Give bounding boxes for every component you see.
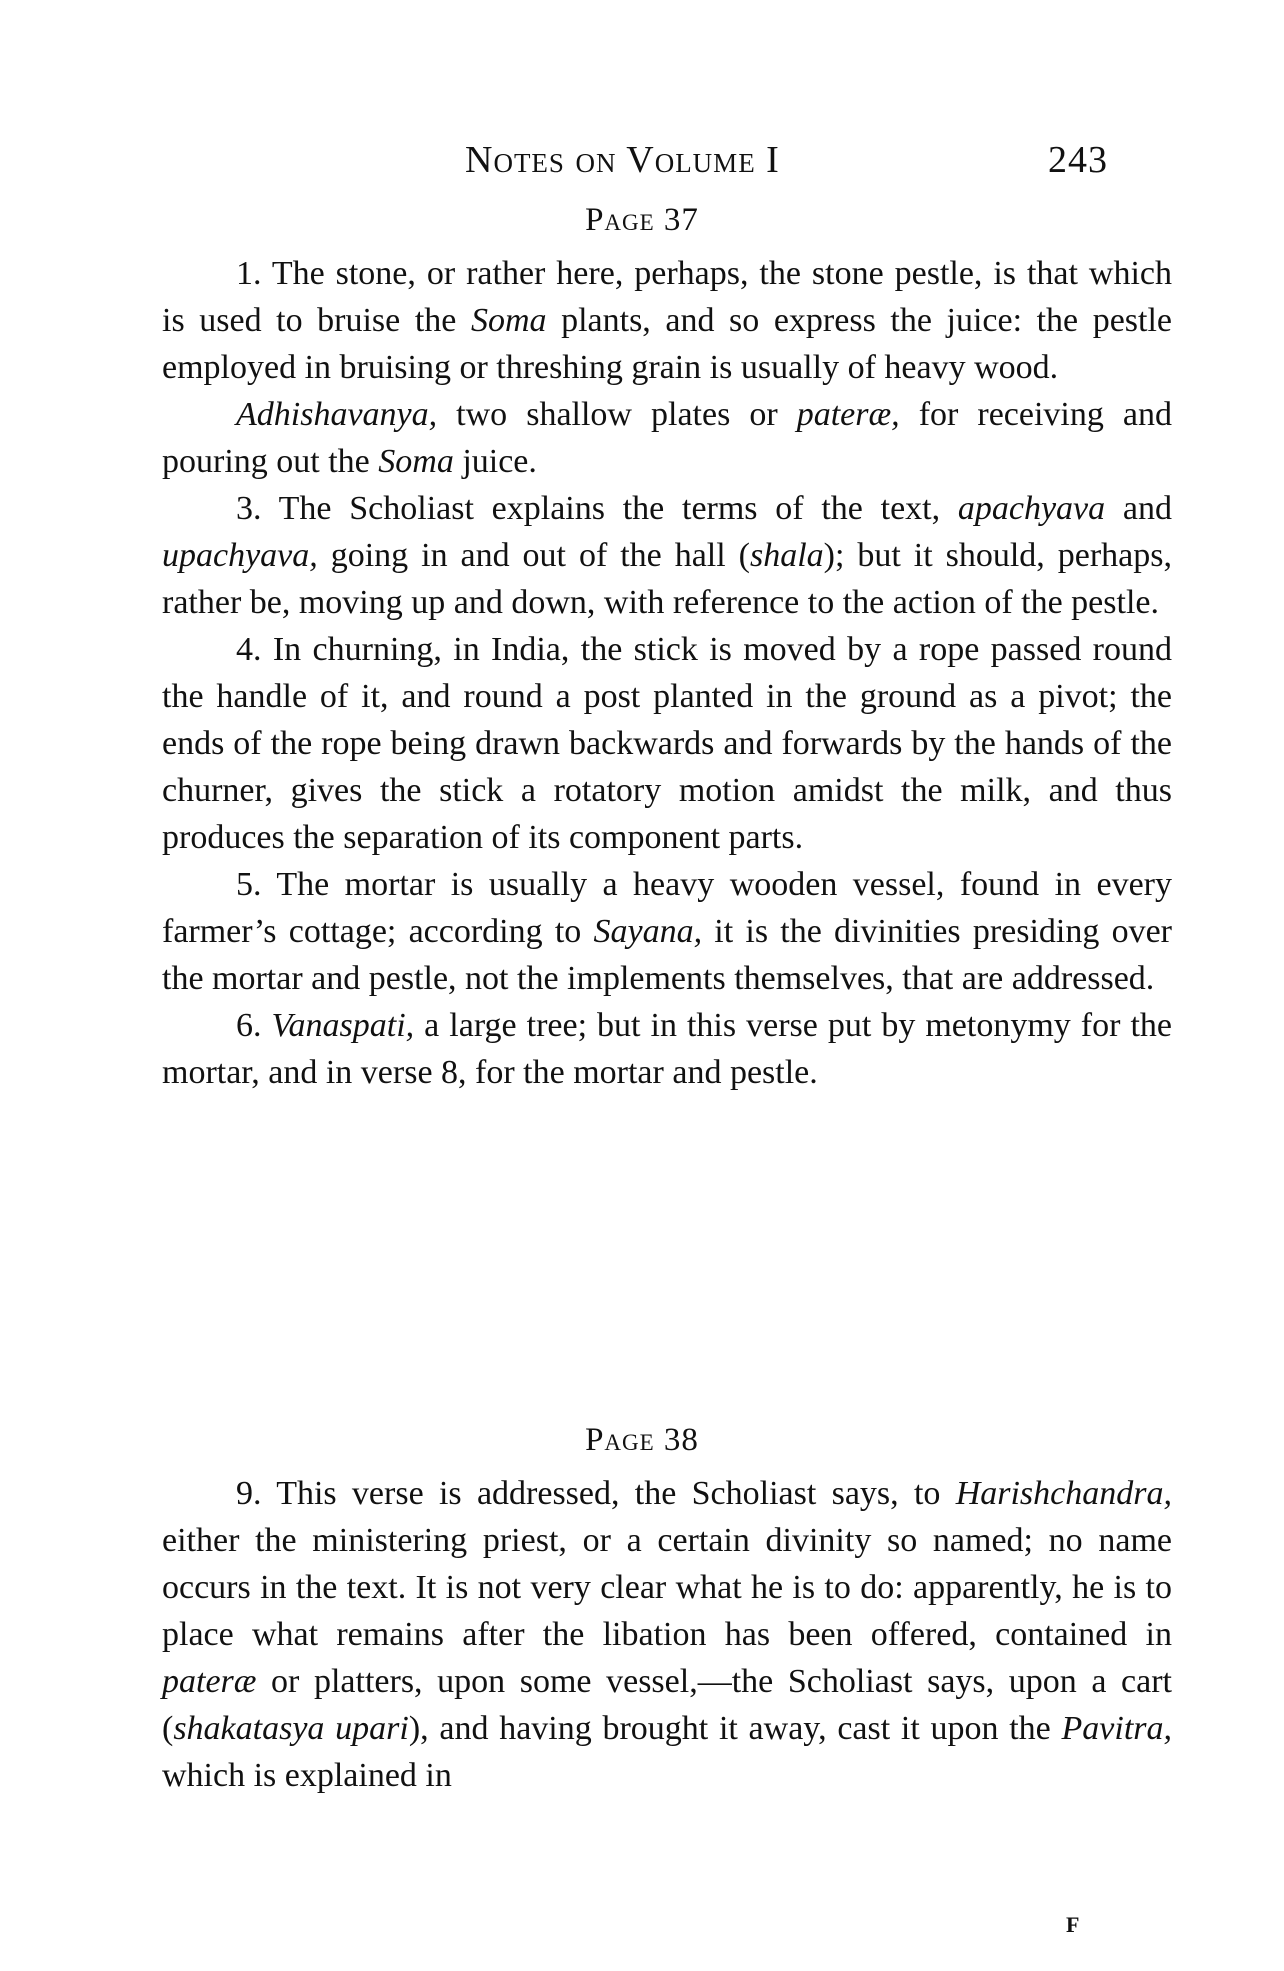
note-number: 9. [236,1475,262,1512]
signature-mark: F [1066,1912,1080,1937]
note-italic: pateræ [162,1663,257,1700]
note-italic: shakatasya upari [173,1710,409,1747]
note-number: 5. [236,866,262,903]
note-text: for receiving and pouring out the [162,396,1172,480]
note-text: a large tree; but in this verse put by metonymy for the mortar, and in verse 8, for the mortar and pestle. [162,1007,1173,1091]
note-text: In churning, in India, the stick is moved by a rope passed round the handle of it, and round a post planted in the ground as a pivot; the ends of the rope being drawn backwards and forwards by the hands of the churner, gives the stick a rotatory motion amidst the milk, and thus produces the separation of its component parts. [162,631,1172,856]
note-italic: shala [749,537,824,574]
note-italic: pateræ, [796,396,900,433]
note-text: or platters, upon some vessel,—the Scholiast says, upon a cart ( [162,1663,1172,1747]
section-heading-page-38: Page 38 [585,1422,699,1458]
note-1 [162,250,1172,391]
note-italic: Harishchandra, [955,1475,1172,1512]
notes-block-page-38 [162,1470,1172,1799]
note-text: two shallow plates or [437,396,797,433]
note-text: and [1105,490,1172,527]
note-text: it is the divinities presiding over the mortar and pestle, not the implements themselves, that are addressed. [162,913,1172,997]
note-number: 6. [236,1007,262,1044]
section-heading-page-37: Page 37 [585,202,699,238]
note-4 [162,626,1172,861]
note-italic: Sayana, [593,913,703,950]
note-italic: Pavitra, [1061,1710,1172,1747]
note-italic: upachyava, [162,537,318,574]
note-text: ); but it should, perhaps, rather be, moving up and down, with reference to the action of the pestle. [162,537,1172,621]
note-2 [162,391,1172,485]
running-head [0,138,1284,188]
notes-block-page-37 [162,250,1172,1096]
note-text: going in and out of the hall ( [317,537,750,574]
note-9 [162,1470,1172,1799]
page-number: 243 [1048,139,1108,181]
running-title: Notes on Volume I [465,139,780,181]
note-italic: Soma [378,443,454,480]
note-text: The stone, or rather here, perhaps, the stone pestle, is that which is used to bruise the [162,255,1172,339]
note-number: 3. [236,490,262,527]
note-text: The Scholiast explains the terms of the text, [278,490,958,527]
note-number: 4. [236,631,262,668]
note-italic: Adhishavanya, [236,396,438,433]
note-text: juice. [453,443,537,480]
note-5 [162,861,1172,1002]
note-italic: Soma [470,302,547,339]
note-text: plants, and so express the juice: the pestle employed in bruising or threshing grain is usually of heavy wood. [162,302,1173,386]
note-text: ), and having brought it away, cast it upon the [408,1710,1062,1747]
note-6 [162,1002,1172,1096]
note-3 [162,485,1172,626]
note-text: either the ministering priest, or a certain divinity so named; no name occurs in the text. It is not very clear what he is to do: apparently, he is to place what remains after the libation has been offered, contained in [162,1522,1172,1653]
note-italic: apachyava [957,490,1106,527]
note-text: which is explained in [162,1757,452,1794]
note-italic: Vanaspati, [271,1007,415,1044]
note-text: This verse is addressed, the Scholiast says, to [276,1475,956,1512]
note-number: 1. [236,255,262,292]
note-text: The mortar is usually a heavy wooden vessel, found in every farmer’s cottage; according to [162,866,1172,950]
